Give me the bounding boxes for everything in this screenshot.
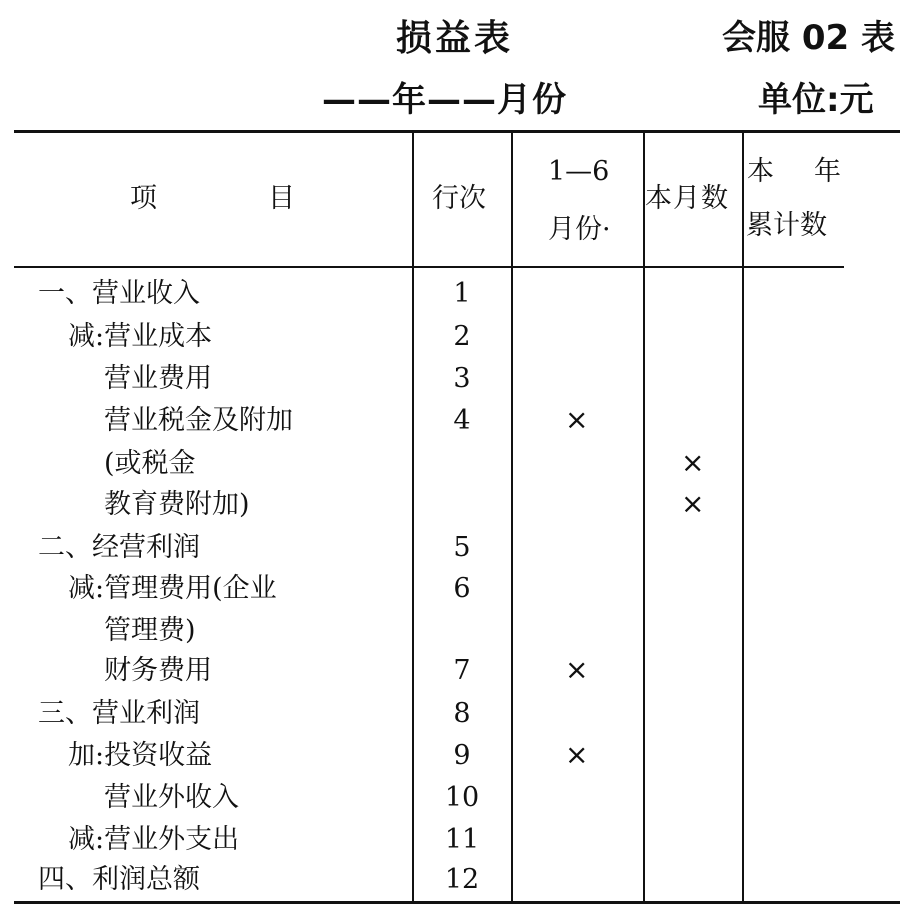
- column-header-jan-jun: 月份·: [548, 214, 611, 245]
- row-item-label: 管理费): [104, 615, 196, 646]
- column-divider: [511, 132, 513, 902]
- column-divider: [643, 132, 645, 902]
- row-item-label: 教育费附加): [104, 489, 250, 520]
- excluded-mark: ×: [565, 403, 589, 436]
- row-item-label: (或税金: [104, 448, 196, 479]
- column-header-jan-jun: 1—6: [548, 156, 610, 187]
- row-item-label: 一、营业收入: [38, 278, 200, 309]
- excluded-mark: ×: [565, 653, 589, 686]
- row-item-label: 减:管理费用(企业: [68, 573, 277, 604]
- row-item-label: 四、利润总额: [38, 864, 200, 895]
- row-item-label: 三、营业利润: [38, 698, 200, 729]
- page-title: 损益表: [396, 18, 514, 59]
- row-item-label: 营业税金及附加: [104, 405, 293, 436]
- row-item-label: 减:营业成本: [68, 321, 213, 352]
- column-header-line-no: 行次: [432, 183, 486, 214]
- row-line-number: 9: [453, 740, 471, 771]
- column-header-year-to-date: 本: [747, 156, 774, 187]
- column-header-item: 项: [130, 183, 157, 214]
- row-line-number: 5: [453, 532, 471, 563]
- column-header-year-to-date: 年: [814, 156, 841, 187]
- table-bottom-rule: [14, 901, 900, 904]
- column-header-this-month: 本月数: [645, 183, 729, 214]
- column-header-item: 目: [268, 183, 295, 214]
- column-divider: [742, 132, 744, 902]
- row-line-number: 6: [453, 573, 471, 604]
- row-line-number: 4: [453, 405, 471, 436]
- row-item-label: 营业费用: [104, 363, 212, 394]
- row-item-label: 加:投资收益: [68, 740, 213, 771]
- report-period: ——年——月份: [322, 80, 567, 120]
- row-line-number: 3: [453, 363, 471, 394]
- excluded-mark: ×: [565, 738, 589, 771]
- row-line-number: 1: [453, 278, 471, 309]
- table-top-rule: [14, 130, 900, 133]
- row-line-number: 11: [444, 824, 480, 855]
- row-item-label: 二、经营利润: [38, 532, 200, 563]
- row-line-number: 2: [453, 321, 471, 352]
- row-line-number: 10: [444, 782, 480, 813]
- excluded-mark: ×: [681, 487, 705, 520]
- column-header-year-to-date: 累计数: [746, 210, 827, 241]
- currency-unit: 单位:元: [758, 80, 874, 120]
- row-item-label: 营业外收入: [104, 782, 239, 813]
- row-item-label: 减:营业外支出: [68, 824, 240, 855]
- row-item-label: 财务费用: [104, 655, 212, 686]
- table-header-rule: [14, 266, 844, 268]
- row-line-number: 12: [444, 864, 480, 895]
- excluded-mark: ×: [681, 446, 705, 479]
- row-line-number: 7: [453, 655, 471, 686]
- form-number: 会服 02 表: [722, 18, 895, 58]
- row-line-number: 8: [453, 698, 471, 729]
